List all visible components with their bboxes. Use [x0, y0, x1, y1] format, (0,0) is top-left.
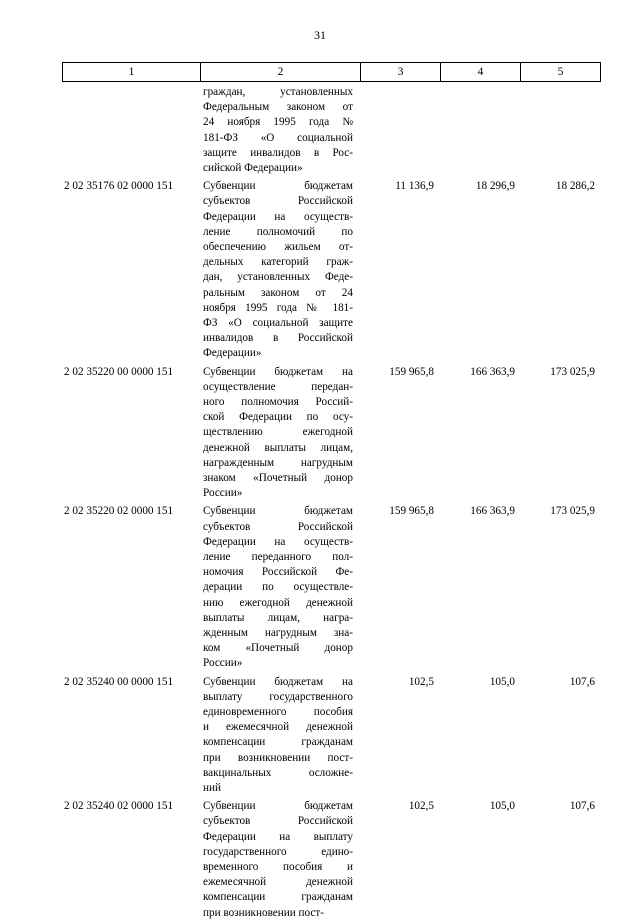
description-line: дельных категорий граж-: [203, 256, 353, 269]
column-header-5: 5: [521, 63, 601, 82]
description-line: при возникновении пост-: [203, 906, 324, 919]
column-header-4: 4: [441, 63, 521, 82]
description-line: дан, установленных Феде-: [203, 271, 353, 284]
description-line: субъектов Российской: [203, 195, 353, 208]
value-col4: 166 363,9: [470, 505, 515, 518]
description-line: ление полномочий по: [203, 225, 353, 238]
column-header-1: 1: [63, 63, 201, 82]
description-line: ний: [203, 782, 221, 794]
budget-code: 2 02 35176 02 0000 151: [64, 180, 174, 193]
description-line: при возникновении пост-: [203, 751, 353, 764]
column-header-3: 3: [361, 63, 441, 82]
description-line: ральным законом от 24: [203, 286, 353, 299]
description-line: Субвенции бюджетам на: [203, 675, 353, 688]
value-col3: 11 136,9: [395, 180, 434, 193]
description-line: Федерации»: [203, 347, 262, 360]
description-line: 181-ФЗ «О социальной: [203, 131, 353, 144]
budget-code: 2 02 35240 00 0000 151: [64, 675, 174, 688]
description-line: Федеральным законом от: [203, 101, 353, 114]
description-line: выплаты лицам, награ-: [203, 611, 353, 624]
value-col5: 173 025,9: [550, 505, 595, 518]
description-line: России»: [203, 487, 243, 500]
budget-code: 2 02 35220 02 0000 151: [64, 505, 174, 518]
description-line: государственного едино-: [203, 845, 353, 858]
description-line: ежемесячной денежной: [203, 876, 353, 889]
column-header-row: [62, 62, 601, 82]
description-line: субъектов Российской: [203, 520, 353, 533]
budget-code: 2 02 35240 02 0000 151: [64, 800, 174, 813]
description-line: ФЗ «О социальной защите: [203, 317, 353, 329]
description-line: инвалидов в Российской: [203, 332, 353, 345]
description-line: компенсации гражданам: [203, 891, 353, 904]
description-line: ноября 1995 года № 181-: [203, 301, 353, 314]
description-line: компенсации гражданам: [203, 736, 353, 749]
value-col5: 107,6: [569, 800, 595, 813]
description-line: осуществление передан-: [203, 380, 353, 393]
description-line: ской Федерации по осу-: [203, 411, 353, 424]
description-line: Федерации на осуществ-: [203, 210, 353, 223]
description-line: и ежемесячной денежной: [203, 721, 353, 734]
description-line: Субвенции бюджетам на: [203, 365, 353, 378]
description-line: временного пособия и: [203, 861, 353, 873]
budget-code: 2 02 35220 00 0000 151: [64, 365, 174, 378]
description-line: ного полномочия Россий-: [203, 396, 353, 408]
description-line: знаком «Почетный донор: [203, 472, 353, 484]
page-number: 31: [314, 28, 326, 42]
value-col4: 18 296,9: [475, 180, 515, 193]
description-line: субъектов Российской: [203, 815, 353, 828]
description-line: Федерации на осуществ-: [203, 535, 353, 548]
value-col3: 159 965,8: [389, 505, 434, 518]
description-line: Субвенции бюджетам: [203, 800, 353, 813]
description-line: Субвенции бюджетам: [203, 180, 353, 193]
value-col5: 18 286,2: [555, 180, 595, 193]
description-line: нию ежегодной денежной: [203, 596, 353, 609]
column-header-2: 2: [201, 63, 361, 82]
description-line: номочия Российской Фе-: [203, 566, 353, 579]
value-col3: 102,5: [408, 800, 434, 813]
description-line: дерации по осуществле-: [203, 581, 353, 594]
value-col3: 102,5: [408, 675, 434, 688]
description-line: 24 ноября 1995 года №: [203, 116, 353, 129]
description-line: денежной выплаты лицам,: [203, 441, 353, 454]
description-line: обеспечению жильем от-: [203, 241, 353, 253]
description-line: ление переданного пол-: [203, 551, 353, 563]
description-line: ществлению ежегодной: [203, 426, 353, 439]
description-line: награжденным нагрудным: [203, 456, 353, 469]
description-line: Федерации на выплату: [203, 830, 353, 843]
description-line: выплату государственного: [203, 690, 353, 703]
value-col3: 159 965,8: [389, 365, 434, 378]
description-line: единовременного пособия: [203, 706, 353, 718]
description-line: ком «Почетный донор: [203, 642, 353, 655]
description-line: России»: [203, 657, 243, 670]
description-line: граждан, установленных: [203, 86, 353, 98]
value-col4: 105,0: [489, 675, 515, 688]
description-line: вакцинальных осложне-: [203, 766, 353, 779]
value-col5: 173 025,9: [550, 365, 595, 378]
description-line: сийской Федерации»: [203, 162, 303, 174]
description-line: Субвенции бюджетам: [203, 505, 353, 518]
value-col5: 107,6: [569, 675, 595, 688]
description-line: защите инвалидов в Рос-: [203, 146, 353, 159]
value-col4: 166 363,9: [470, 365, 515, 378]
description-line: жденным нагрудным зна-: [203, 627, 353, 639]
value-col4: 105,0: [489, 800, 515, 813]
